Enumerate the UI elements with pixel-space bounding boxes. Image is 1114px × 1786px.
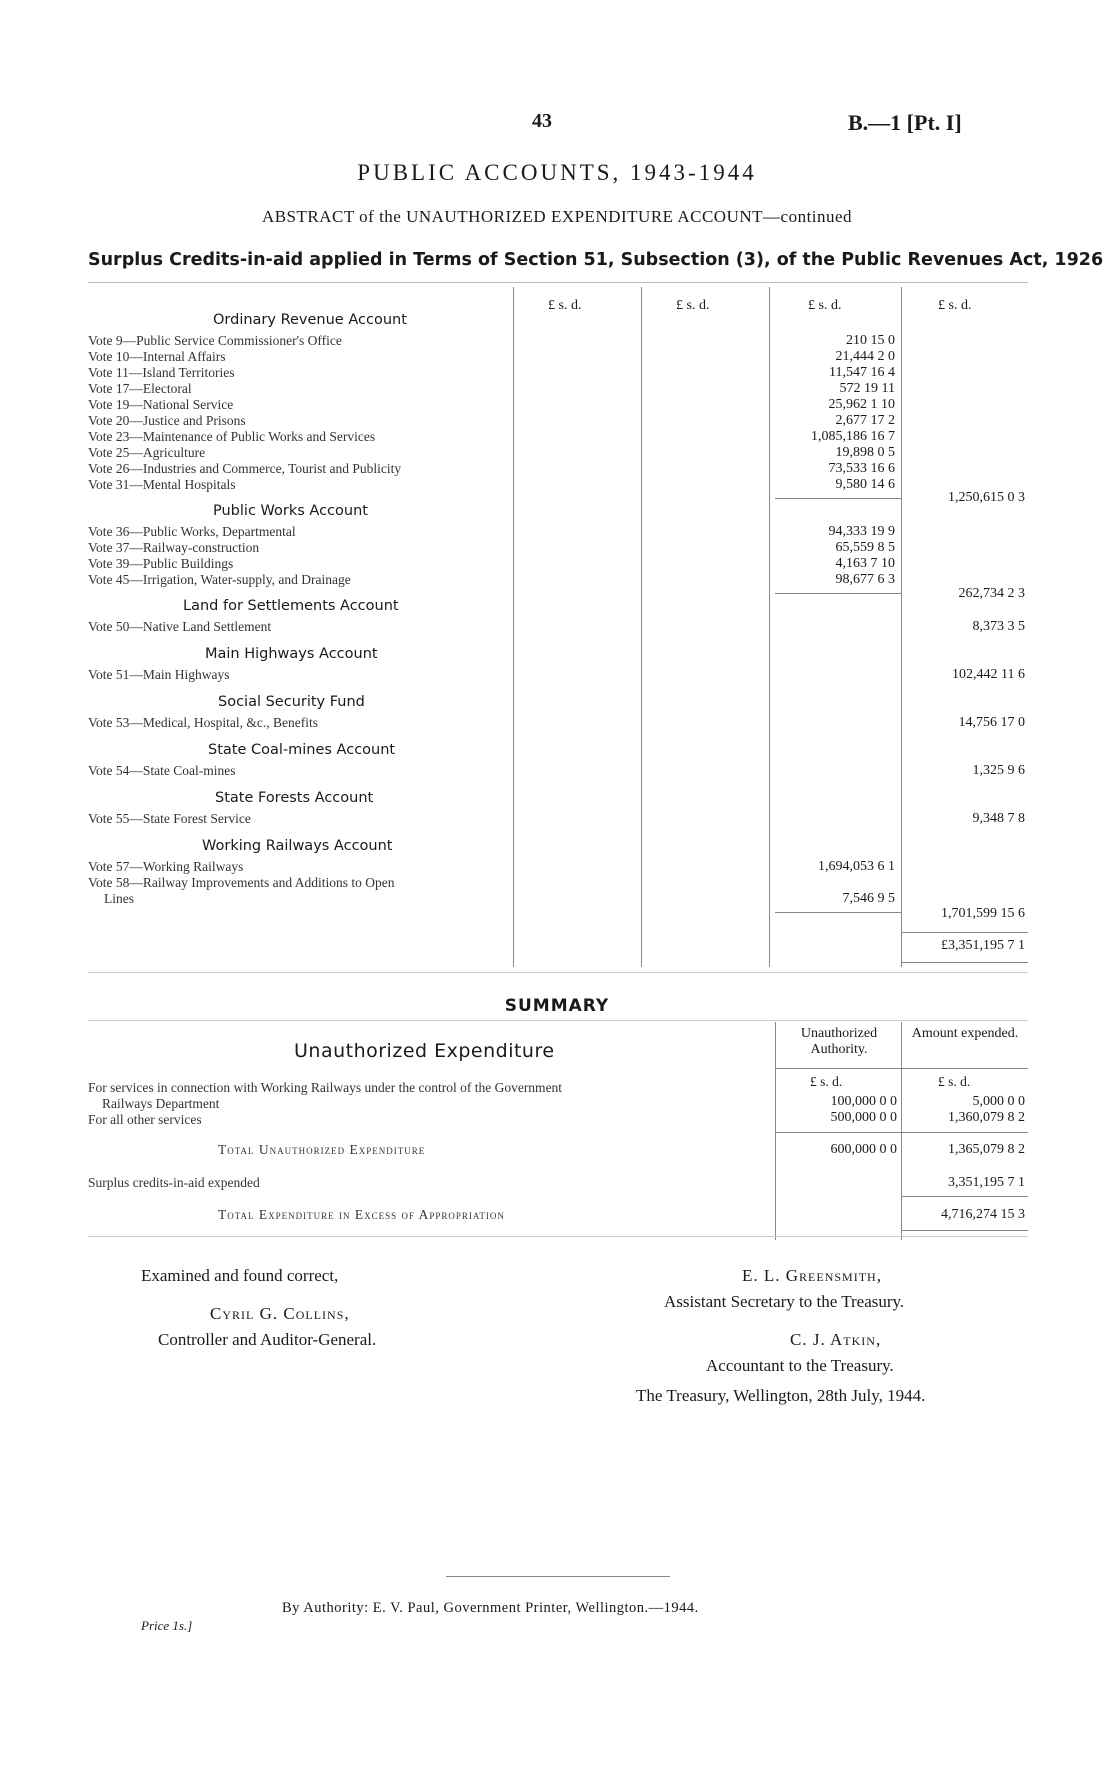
vote-label: Vote 37—Railway-construction (88, 540, 260, 555)
subtotal-rule (775, 912, 901, 913)
group-title: State Coal-mines Account (208, 742, 396, 758)
vote-label: Vote 31—Mental Hospitals (88, 477, 236, 492)
auditor-title: Controller and Auditor-General. (158, 1330, 377, 1349)
vote-label: Vote 26—Industries and Commerce, Tourist and Publicity (88, 461, 402, 476)
col-header-2: £ s. d. (676, 298, 710, 313)
total-unauthorized-label: Total Unauthorized Expenditure (218, 1142, 426, 1157)
price: Price 1s.] (141, 1618, 193, 1633)
summary-col-divider-2 (901, 1022, 902, 1240)
summary-subheading: Unauthorized Expenditure (294, 1040, 555, 1062)
place-date: The Treasury, Wellington, 28th July, 1944. (636, 1386, 926, 1405)
amount: 19,898 0 5 (835, 445, 895, 460)
amount: 65,559 8 5 (835, 540, 895, 555)
subtotal-rule (775, 593, 901, 594)
amount: 98,677 6 3 (835, 572, 895, 587)
authority-amount: 100,000 0 0 (830, 1094, 897, 1109)
grand-total: £3,351,195 7 1 (941, 938, 1025, 953)
group-total: 1,701,599 15 6 (941, 906, 1025, 921)
amount: 102,442 11 6 (952, 667, 1025, 682)
document-reference: B.—1 [Pt. I] (848, 110, 962, 135)
total-underline (901, 962, 1028, 963)
summary-row-label: For services in connection with Working Railways under the control of the Government (88, 1080, 563, 1095)
amount: 73,533 16 6 (828, 461, 895, 476)
vote-label: Vote 51—Main Highways (88, 667, 230, 682)
amount: 1,325 9 6 (972, 763, 1025, 778)
total-underline (901, 1230, 1028, 1231)
group-total: 1,250,615 0 3 (948, 490, 1025, 505)
vote-label: Vote 45—Irrigation, Water-supply, and Drainage (88, 572, 351, 587)
surplus-amount: 3,351,195 7 1 (948, 1175, 1025, 1190)
authority-amount: 500,000 0 0 (830, 1110, 897, 1125)
asst-secretary-title: Assistant Secretary to the Treasury. (664, 1292, 905, 1311)
group-title: Public Works Account (213, 503, 368, 519)
group-title: Land for Settlements Account (183, 598, 399, 614)
vote-label: Vote 50—Native Land Settlement (88, 619, 272, 634)
amount: 25,962 1 10 (828, 397, 895, 412)
expended-amount: 5,000 0 0 (972, 1094, 1025, 1109)
col-header-authority: Unauthorized Authority. (800, 1026, 878, 1057)
page-title: PUBLIC ACCOUNTS, 1943-1944 (357, 160, 757, 185)
amount: 572 19 11 (839, 381, 895, 396)
vote-label: Vote 55—State Forest Service (88, 811, 251, 826)
total-excess-amount: 4,716,274 15 3 (941, 1207, 1025, 1222)
table-bottom-rule (88, 972, 1028, 973)
group-title: Working Railways Account (202, 838, 393, 854)
surplus-label: Surplus credits-in-aid expended (88, 1175, 260, 1190)
total-excess-label: Total Expenditure in Excess of Appropriation (218, 1207, 505, 1222)
vote-label-continued: Lines (104, 891, 134, 906)
amount: 2,677 17 2 (835, 413, 895, 428)
page-number: 43 (532, 110, 552, 132)
subtotal-rule (901, 1196, 1028, 1197)
amount: 210 15 0 (846, 333, 895, 348)
vote-label: Vote 39—Public Buildings (88, 556, 234, 571)
vote-label: Vote 54—State Coal-mines (88, 763, 236, 778)
amount: 4,163 7 10 (835, 556, 895, 571)
vote-label: Vote 23—Maintenance of Public Works and Services (88, 429, 376, 444)
col-header-3: £ s. d. (808, 298, 842, 313)
accountant-name: C. J. Atkin, (790, 1330, 882, 1349)
summary-bottom-rule (88, 1236, 1028, 1237)
summary-heading: SUMMARY (504, 996, 610, 1016)
amount: 21,444 2 0 (835, 349, 895, 364)
vote-label: Vote 10—Internal Affairs (88, 349, 226, 364)
vote-label: Vote 19—National Service (88, 397, 234, 412)
summary-col-divider-1 (775, 1022, 776, 1240)
examined-note: Examined and found correct, (141, 1266, 339, 1285)
accountant-title: Accountant to the Treasury. (706, 1356, 894, 1375)
page-subtitle: ABSTRACT of the UNAUTHORIZED EXPENDITURE ACCOUNT—continued (261, 207, 853, 226)
col-divider-2 (641, 287, 642, 967)
group-title: Main Highways Account (205, 646, 378, 662)
summary-header-rule (775, 1068, 1028, 1069)
group-total: 262,734 2 3 (958, 586, 1025, 601)
printer-imprint: By Authority: E. V. Paul, Government Printer, Wellington.—1944. (282, 1600, 699, 1616)
amount: 7,546 9 5 (842, 891, 895, 906)
expended-amount: 1,360,079 8 2 (948, 1110, 1025, 1125)
vote-label: Vote 11—Island Territories (88, 365, 235, 380)
amount: 14,756 17 0 (958, 715, 1025, 730)
vote-label: Vote 58—Railway Improvements and Additions to Open (88, 875, 395, 890)
group-title: State Forests Account (215, 790, 374, 806)
unit-header: £ s. d. (810, 1074, 843, 1089)
unit-header: £ s. d. (938, 1074, 971, 1089)
col-header-expended: Amount expended. (911, 1026, 1019, 1041)
subtotal-rule (775, 1132, 1028, 1133)
vote-label: Vote 20—Justice and Prisons (88, 413, 246, 428)
col-divider-1 (513, 287, 514, 967)
amount: 8,373 3 5 (972, 619, 1025, 634)
total-authority-amount: 600,000 0 0 (830, 1142, 897, 1157)
vote-label: Vote 17—Electoral (88, 381, 192, 396)
vote-label: Vote 36—Public Works, Departmental (88, 524, 296, 539)
vote-label: Vote 57—Working Railways (88, 859, 244, 874)
amount: 1,694,053 6 1 (818, 859, 895, 874)
amount: 1,085,186 16 7 (811, 429, 895, 444)
col-divider-3 (769, 287, 770, 967)
vote-label: Vote 53—Medical, Hospital, &c., Benefits (88, 715, 318, 730)
col-header-4: £ s. d. (938, 298, 972, 313)
summary-top-rule (88, 1020, 1028, 1021)
total-rule (901, 932, 1028, 933)
col-divider-4 (901, 287, 902, 967)
auditor-name: Cyril G. Collins, (210, 1304, 350, 1323)
vote-label: Vote 9—Public Service Commissioner's Office (88, 333, 342, 348)
asst-secretary-name: E. L. Greensmith, (742, 1266, 882, 1285)
total-expended-amount: 1,365,079 8 2 (948, 1142, 1025, 1157)
subtotal-rule (775, 498, 901, 499)
amount: 94,333 19 9 (828, 524, 895, 539)
amount: 9,580 14 6 (835, 477, 895, 492)
col-header-1: £ s. d. (548, 298, 582, 313)
table-top-rule (88, 282, 1028, 283)
section-heading: Surplus Credits-in-aid applied in Terms of Section 51, Subsection (3), of the Public Revenues Act, 1926 (88, 250, 1104, 270)
group-title: Social Security Fund (218, 694, 365, 710)
amount: 11,547 16 4 (829, 365, 895, 380)
vote-label: Vote 25—Agriculture (88, 445, 206, 460)
group-title: Ordinary Revenue Account (213, 312, 407, 328)
summary-row-label: For all other services (88, 1112, 202, 1127)
amount: 9,348 7 8 (972, 811, 1025, 826)
summary-row-label-continued: Railways Department (102, 1096, 220, 1111)
footer-rule (446, 1576, 670, 1577)
